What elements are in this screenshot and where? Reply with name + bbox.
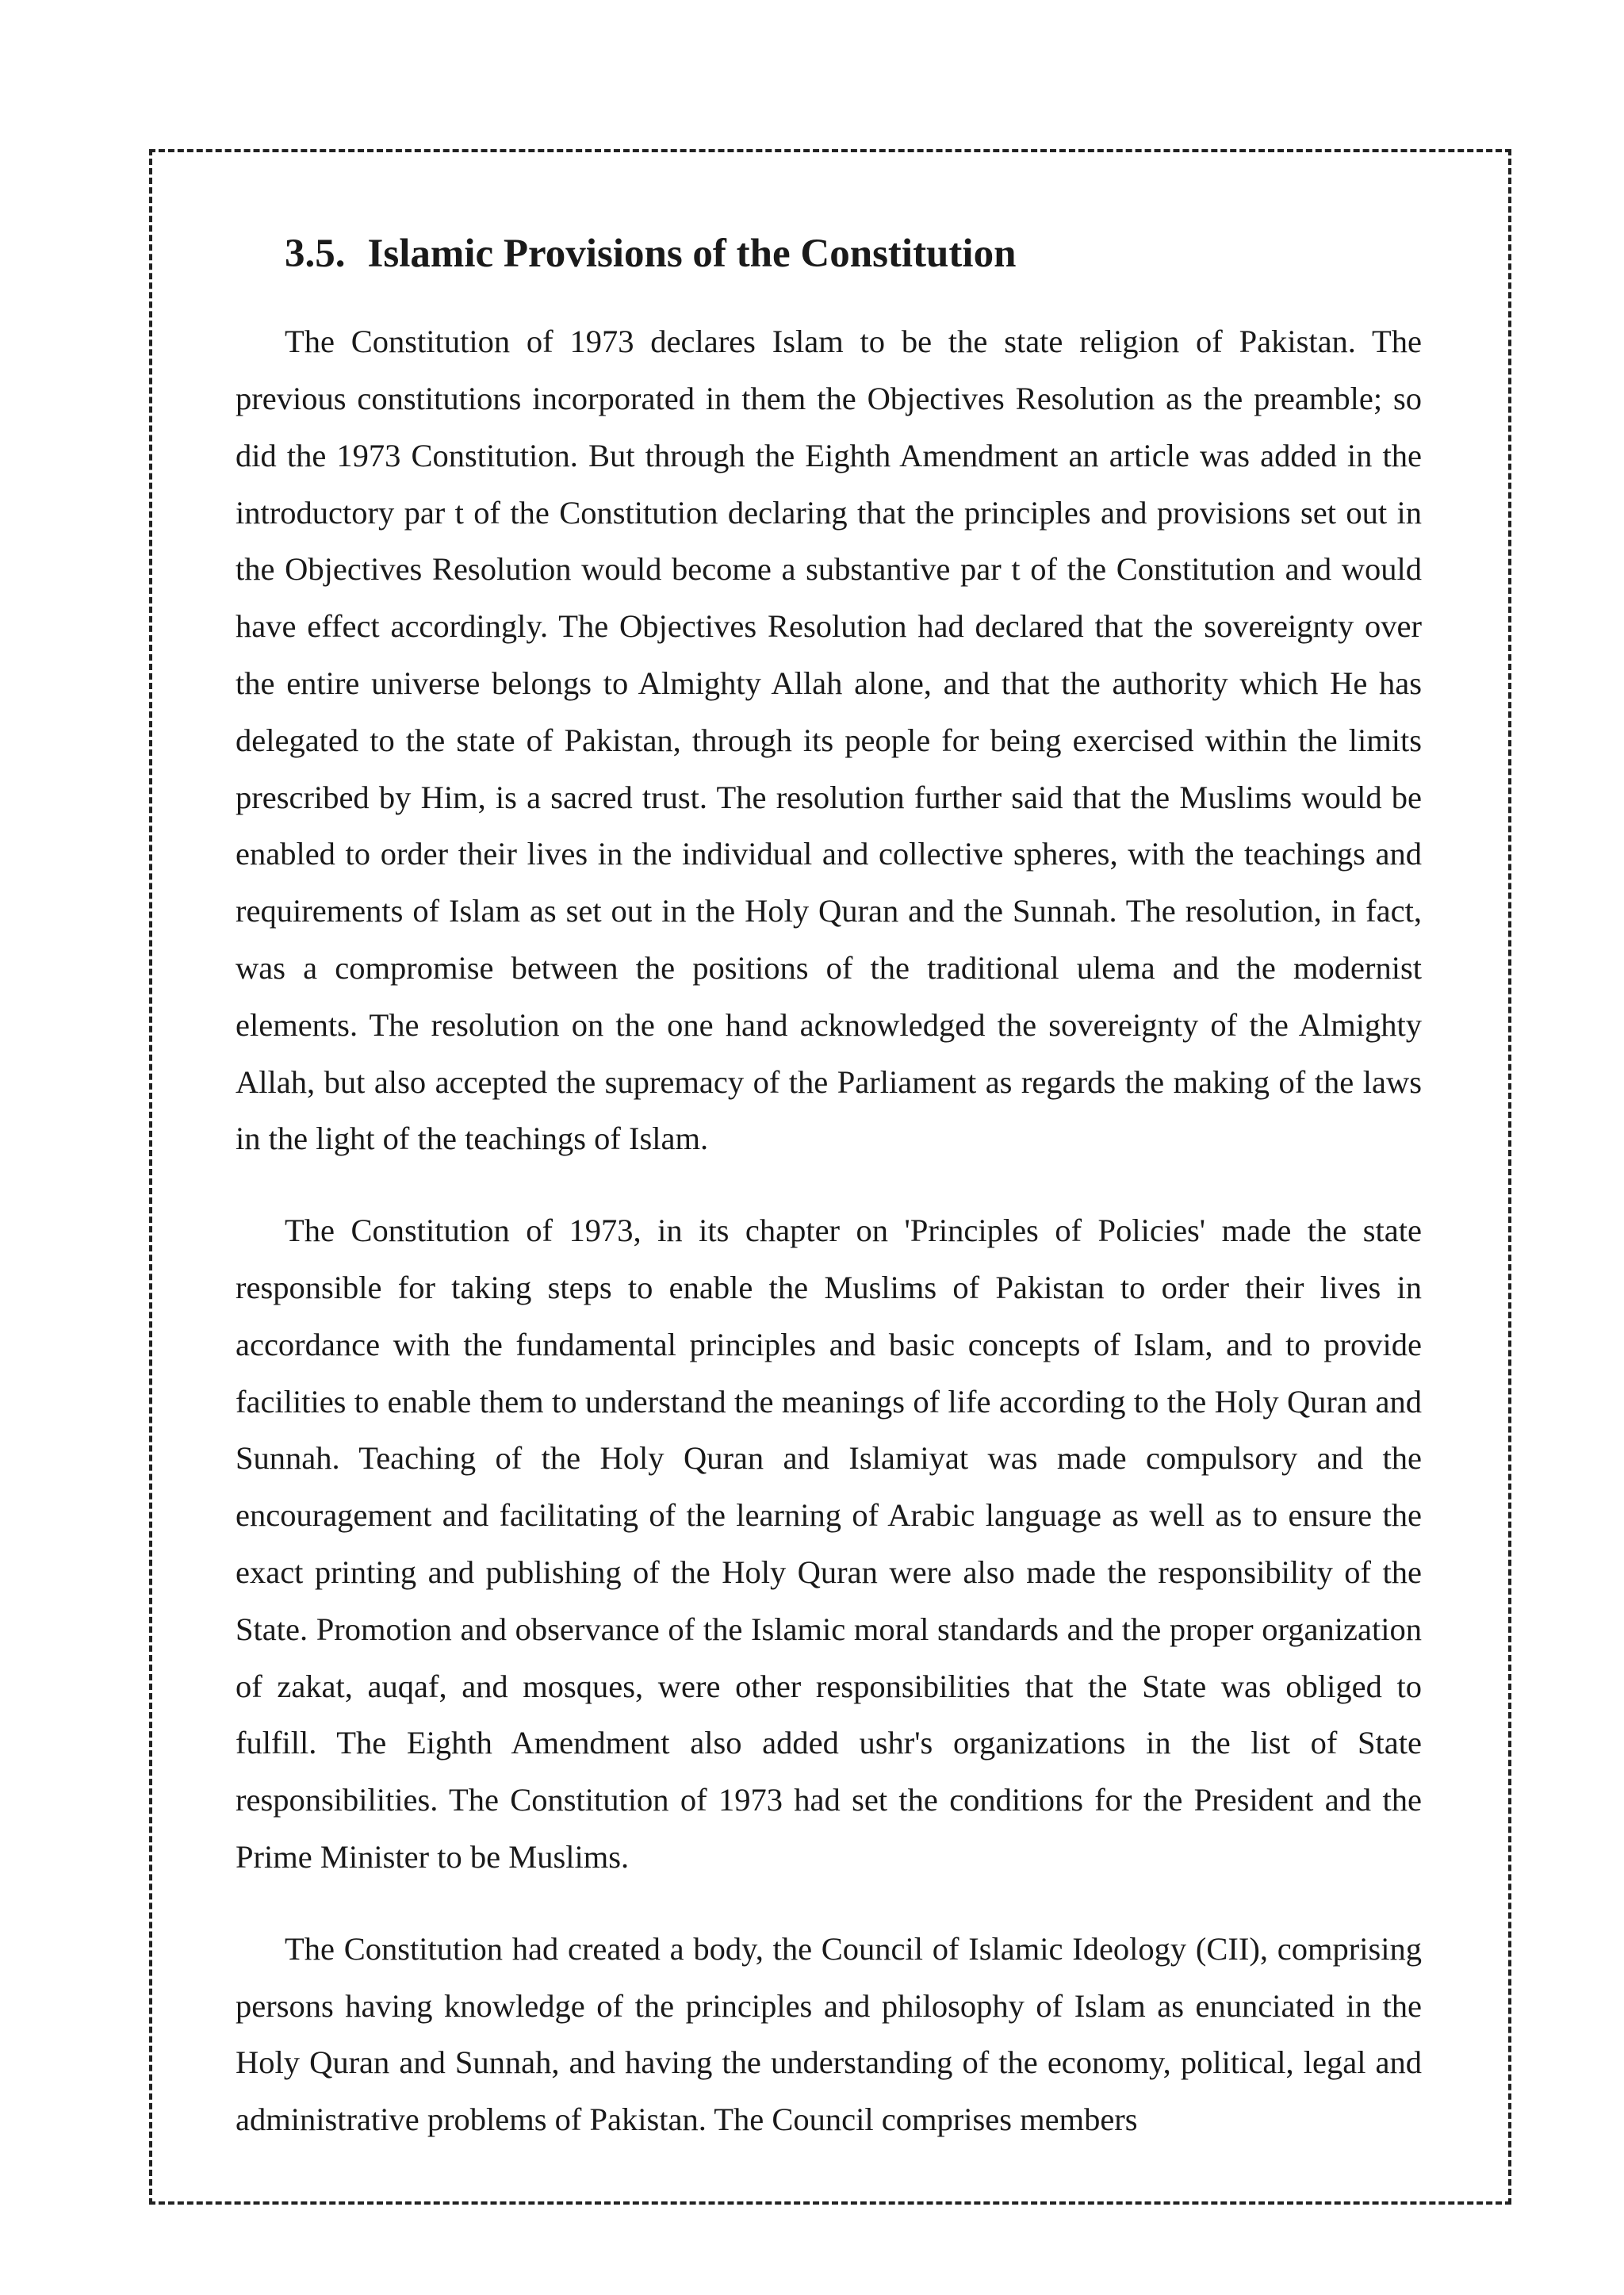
section-heading — [285, 230, 1422, 278]
paragraph-objectives-resolution: The Constitution of 1973 declares Islam to be the state religion of Pakistan. The previous constitutions incorporated in them the Objectives Resolution as the preamble; so did the 1973 Constitution. But through the Eighth Amendment an article was added in the introductory par t of the Constitution declaring that the principles and provisions set out in the Objectives Resolution would become a substantive par t of the Constitution and would have effect accordingly. The Objectives Resolution had declared that the sovereignty over the entire universe belongs to Almighty Allah alone, and that the authority which He has delegated to the state of Pakistan, through its people for being exercised within the limits prescribed by Him, is a sacred trust. The resolution further said that the Muslims would be enabled to order their lives in the individual and collective spheres, with the teachings and requirements of Islam as set out in the Holy Quran and the Sunnah. The resolution, in fact, was a compromise between the positions of the traditional ulema and the modernist elements. The resolution on the one hand acknowledged the sovereignty of the Almighty Allah, but also accepted the supremacy of the Parliament as regards the making of the laws in the light of the teachings of Islam. — [236, 324, 1422, 1157]
paragraph-council-of-islamic-ideology: The Constitution had created a body, the Council of Islamic Ideology (CII), comprising persons having knowledge of the principles and philosophy of Islam as enunciated in the Holy Quran and Sunnah, and having the understanding of the economy, political, legal and administrative problems of Pakistan. The Council comprises members — [236, 1930, 1422, 2138]
page-content — [236, 230, 1422, 2183]
section-title: Islamic Provisions of the Constitution — [367, 232, 1017, 276]
section-number: 3.5. — [285, 232, 346, 276]
paragraph-principles-of-policies: The Constitution of 1973, in its chapter on 'Principles of Policies' made the state responsible for taking steps to enable the Muslims of Pakistan to order their lives in accordance with the fundamental principles and basic concepts of Islam, and to provide facilities to enable them to understand the meanings of life according to the Holy Quran and Sunnah. Teaching of the Holy Quran and Islamiyat was made compulsory and the encouragement and facilitating of the learning of Arabic language as well as to ensure the exact printing and publishing of the Holy Quran were also made the responsibility of the State. Promotion and observance of the Islamic moral standards and the proper organization of zakat, auqaf, and mosques, were other responsibilities that the State was obliged to fulfill. The Eighth Amendment also added ushr's organizations in the list of State responsibilities. The Constitution of 1973 had set the conditions for the President and the Prime Minister to be Muslims. — [236, 1213, 1422, 1875]
